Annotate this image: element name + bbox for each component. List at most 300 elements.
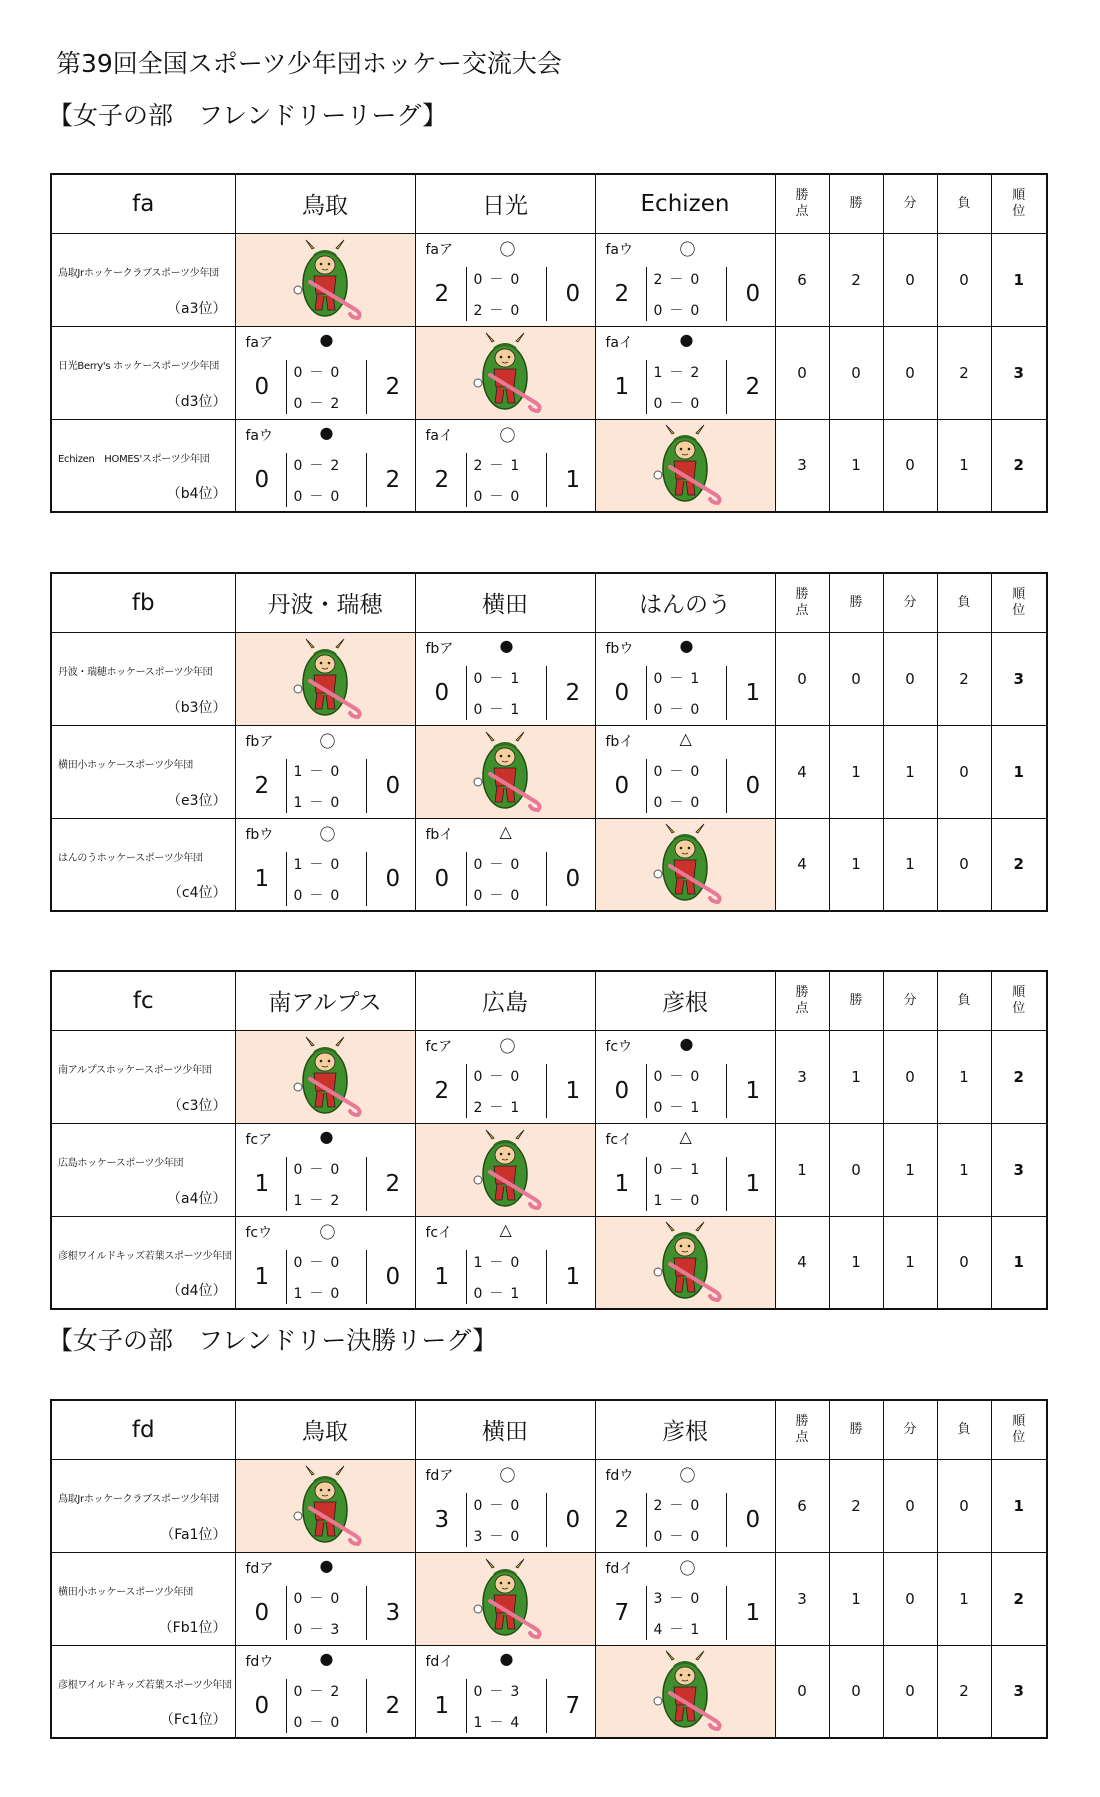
stat-wins: 0 [829, 326, 883, 419]
stat-losses: 1 [937, 419, 991, 512]
team-name: 南アルプスホッケースポーツ少年団 [58, 1064, 212, 1076]
team-row [51, 818, 1047, 911]
score-divider [546, 1250, 547, 1304]
stat-points: 1 [775, 1123, 829, 1216]
stat-draws: 0 [883, 419, 937, 512]
stat-header-label: 勝 [849, 1421, 863, 1437]
match-outcome-mark: ● [499, 1648, 514, 1668]
team-row [51, 1123, 1047, 1216]
stat-header-label: 順位 [1012, 1413, 1026, 1445]
stat-header-label: 分 [903, 992, 917, 1008]
self-match-cell [415, 326, 595, 419]
stat-points: 0 [775, 1645, 829, 1738]
score-opponent: 1 [565, 1263, 581, 1290]
match-id: fdイ [605, 1560, 634, 1577]
stat-header [829, 573, 883, 632]
stat-header-label: 負 [957, 594, 971, 610]
score-divider [546, 1493, 547, 1547]
match-outcome-mark: ● [679, 635, 694, 655]
match-result-cell [595, 632, 775, 725]
match-result-cell [415, 419, 595, 512]
match-outcome-mark: ● [319, 422, 334, 442]
second-half-score: 0－0 [653, 1528, 707, 1545]
second-half-score: 0－0 [653, 302, 707, 319]
stat-header [937, 1400, 991, 1459]
team-cell [51, 725, 235, 818]
match-outcome-mark: ● [499, 635, 514, 655]
match-result-cell [595, 1459, 775, 1552]
stat-header [775, 971, 829, 1030]
match-id: faイ [605, 334, 634, 351]
stat-header-label: 順位 [1012, 586, 1026, 618]
stat-header-label: 負 [957, 195, 971, 211]
score-own: 2 [434, 1077, 450, 1104]
stat-wins: 1 [829, 818, 883, 911]
team-name: 彦根ワイルドキッズ若葉スポーツ少年団 [58, 1679, 232, 1691]
match-id: fcウ [245, 1224, 273, 1241]
hockey-mascot-icon [640, 1649, 730, 1733]
self-match-cell [235, 1459, 415, 1552]
stat-draws: 1 [883, 1123, 937, 1216]
match-outcome-mark: 〇 [499, 239, 516, 259]
first-half-score: 0－0 [293, 364, 347, 381]
stat-draws: 1 [883, 725, 937, 818]
column-team-name: 彦根 [595, 971, 775, 1030]
stat-header-label: 負 [957, 992, 971, 1008]
team-name: 鳥取Jrホッケークラブスポーツ少年団 [58, 267, 219, 279]
score-opponent: 0 [385, 1263, 401, 1290]
score-divider [466, 666, 467, 720]
team-row [51, 1459, 1047, 1552]
match-result-cell [415, 1216, 595, 1309]
match-outcome-mark: 〇 [679, 239, 696, 259]
stat-losses: 0 [937, 725, 991, 818]
stat-header-label: 勝 [849, 195, 863, 211]
score-opponent: 1 [565, 1077, 581, 1104]
match-result-cell [235, 326, 415, 419]
stat-wins: 1 [829, 1030, 883, 1123]
match-result-cell [415, 1459, 595, 1552]
first-half-score: 0－0 [473, 856, 527, 873]
team-cell [51, 326, 235, 419]
match-id: fcア [245, 1131, 273, 1148]
self-match-cell [235, 1030, 415, 1123]
stat-points: 0 [775, 632, 829, 725]
stat-wins: 1 [829, 419, 883, 512]
match-outcome-mark: 〇 [319, 1222, 336, 1242]
first-half-score: 0－0 [293, 1590, 347, 1607]
score-divider [366, 1250, 367, 1304]
score-divider [726, 267, 727, 321]
match-id: fcウ [605, 1038, 633, 1055]
stat-points: 0 [775, 326, 829, 419]
self-match-cell [415, 1552, 595, 1645]
score-own: 7 [614, 1599, 630, 1626]
score-own: 1 [614, 373, 630, 400]
score-opponent: 2 [385, 1170, 401, 1197]
match-result-cell [415, 632, 595, 725]
score-own: 1 [254, 1170, 270, 1197]
stat-points: 3 [775, 1030, 829, 1123]
stat-points: 6 [775, 233, 829, 326]
league-table-fb [50, 572, 1048, 912]
stat-losses: 1 [937, 1030, 991, 1123]
score-own: 1 [434, 1263, 450, 1290]
stat-header [883, 573, 937, 632]
team-qualifying-rank: （a4位） [167, 1190, 227, 1207]
stat-losses: 0 [937, 1459, 991, 1552]
stat-wins: 1 [829, 1552, 883, 1645]
match-result-cell [415, 233, 595, 326]
hockey-mascot-icon [280, 1035, 370, 1119]
hockey-mascot-icon [640, 822, 730, 906]
match-id: fcア [425, 1038, 453, 1055]
score-opponent: 0 [565, 280, 581, 307]
stat-losses: 1 [937, 1552, 991, 1645]
match-result-cell [235, 1552, 415, 1645]
second-half-score: 1－0 [293, 794, 347, 811]
team-cell [51, 632, 235, 725]
score-divider [366, 1679, 367, 1733]
match-outcome-mark: △ [679, 1126, 692, 1146]
stat-final-rank: 2 [991, 1030, 1047, 1123]
stat-points: 3 [775, 1552, 829, 1645]
stat-header [937, 971, 991, 1030]
stat-final-rank: 2 [991, 1552, 1047, 1645]
match-outcome-mark: 〇 [679, 1558, 696, 1578]
score-divider [466, 1493, 467, 1547]
column-team-name: 鳥取 [235, 1400, 415, 1459]
score-divider [466, 1064, 467, 1118]
column-team-name: 南アルプス [235, 971, 415, 1030]
stat-final-rank: 1 [991, 233, 1047, 326]
match-outcome-mark: 〇 [499, 1465, 516, 1485]
score-opponent: 3 [385, 1599, 401, 1626]
match-id: faウ [605, 241, 634, 258]
score-opponent: 0 [385, 865, 401, 892]
team-cell [51, 419, 235, 512]
match-outcome-mark: 〇 [499, 425, 516, 445]
stat-draws: 0 [883, 326, 937, 419]
team-qualifying-rank: （c3位） [167, 1097, 227, 1114]
team-qualifying-rank: （a3位） [167, 300, 227, 317]
stat-header [829, 971, 883, 1030]
self-match-cell [595, 818, 775, 911]
stat-header [829, 174, 883, 233]
second-half-score: 0－0 [653, 395, 707, 412]
column-team-name: 丹波・瑞穂 [235, 573, 415, 632]
first-half-score: 2－0 [653, 1497, 707, 1514]
score-divider [286, 1250, 287, 1304]
team-qualifying-rank: （Fc1位） [159, 1712, 227, 1728]
first-half-score: 0－2 [293, 457, 347, 474]
first-half-score: 0－3 [473, 1683, 527, 1700]
score-own: 0 [434, 679, 450, 706]
match-result-cell [595, 233, 775, 326]
stat-header-label: 勝点 [795, 1413, 809, 1445]
match-result-cell [415, 818, 595, 911]
stat-points: 3 [775, 419, 829, 512]
team-cell [51, 1123, 235, 1216]
first-half-score: 0－1 [653, 670, 707, 687]
score-divider [286, 852, 287, 906]
second-half-score: 0－0 [293, 887, 347, 904]
second-half-score: 1－0 [653, 1192, 707, 1209]
match-result-cell [235, 725, 415, 818]
stat-header-label: 勝点 [795, 984, 809, 1016]
match-id: faウ [245, 427, 274, 444]
match-outcome-mark: △ [499, 1219, 512, 1239]
self-match-cell [595, 419, 775, 512]
score-opponent: 0 [565, 1506, 581, 1533]
stat-header [937, 573, 991, 632]
stat-header-label: 勝 [849, 594, 863, 610]
match-id: fdイ [425, 1653, 454, 1670]
team-row [51, 1216, 1047, 1309]
match-id: faア [245, 334, 274, 351]
score-own: 0 [614, 1077, 630, 1104]
stat-draws: 0 [883, 1552, 937, 1645]
first-half-score: 1－2 [653, 364, 707, 381]
self-match-cell [235, 632, 415, 725]
score-own: 0 [254, 1599, 270, 1626]
stat-header-label: 順位 [1012, 187, 1026, 219]
first-half-score: 1－0 [293, 856, 347, 873]
team-row [51, 326, 1047, 419]
match-outcome-mark: 〇 [319, 731, 336, 751]
score-divider [546, 267, 547, 321]
match-result-cell [415, 1030, 595, 1123]
score-divider [366, 360, 367, 414]
score-own: 3 [434, 1506, 450, 1533]
stat-header [883, 174, 937, 233]
score-opponent: 1 [745, 1077, 761, 1104]
header-row [51, 1400, 1047, 1459]
stat-losses: 0 [937, 818, 991, 911]
team-qualifying-rank: （e3位） [166, 792, 227, 809]
second-half-score: 0－3 [293, 1621, 347, 1638]
stat-points: 4 [775, 818, 829, 911]
first-half-score: 1－0 [473, 1254, 527, 1271]
stat-losses: 0 [937, 1216, 991, 1309]
match-id: fdア [425, 1467, 454, 1484]
match-id: fbウ [245, 826, 274, 843]
column-team-name: 広島 [415, 971, 595, 1030]
second-half-score: 0－0 [473, 887, 527, 904]
self-match-cell [235, 233, 415, 326]
stat-header [775, 1400, 829, 1459]
score-opponent: 0 [745, 280, 761, 307]
score-divider [726, 1157, 727, 1211]
second-half-score: 0－1 [473, 1285, 527, 1302]
score-opponent: 0 [565, 865, 581, 892]
stat-header-label: 分 [903, 195, 917, 211]
match-result-cell [595, 326, 775, 419]
team-name: はんのうホッケースポーツ少年団 [58, 852, 203, 864]
team-row [51, 419, 1047, 512]
header-row [51, 971, 1047, 1030]
column-team-name: はんのう [595, 573, 775, 632]
stat-draws: 0 [883, 632, 937, 725]
team-cell [51, 233, 235, 326]
score-opponent: 2 [385, 373, 401, 400]
stat-wins: 0 [829, 632, 883, 725]
stat-draws: 1 [883, 818, 937, 911]
first-half-score: 0－0 [293, 1161, 347, 1178]
score-own: 1 [254, 865, 270, 892]
stat-final-rank: 3 [991, 1123, 1047, 1216]
first-half-score: 0－0 [473, 1497, 527, 1514]
stat-final-rank: 3 [991, 1645, 1047, 1738]
score-opponent: 2 [745, 373, 761, 400]
score-opponent: 2 [385, 466, 401, 493]
hockey-mascot-icon [640, 423, 730, 507]
hockey-mascot-icon [640, 1220, 730, 1304]
stat-losses: 2 [937, 1645, 991, 1738]
team-qualifying-rank: （Fb1位） [158, 1619, 227, 1636]
team-cell [51, 818, 235, 911]
stat-draws: 0 [883, 233, 937, 326]
match-result-cell [235, 419, 415, 512]
stat-header [883, 971, 937, 1030]
hockey-mascot-icon [280, 637, 370, 721]
stat-header [937, 174, 991, 233]
team-name: Echizen HOMES'スポーツ少年団 [58, 453, 210, 465]
first-half-score: 2－0 [653, 271, 707, 288]
score-opponent: 0 [385, 772, 401, 799]
match-outcome-mark: 〇 [679, 1465, 696, 1485]
self-match-cell [595, 1645, 775, 1738]
score-opponent: 1 [745, 679, 761, 706]
team-qualifying-rank: （c4位） [167, 885, 227, 901]
score-divider [726, 1493, 727, 1547]
score-divider [646, 267, 647, 321]
match-result-cell [595, 1030, 775, 1123]
score-own: 1 [254, 1263, 270, 1290]
team-row [51, 1030, 1047, 1123]
score-divider [646, 1064, 647, 1118]
stat-header-label: 分 [903, 1421, 917, 1437]
team-qualifying-rank: （b3位） [166, 699, 227, 716]
score-opponent: 1 [745, 1170, 761, 1197]
stat-draws: 0 [883, 1030, 937, 1123]
match-result-cell [595, 1552, 775, 1645]
score-divider [726, 360, 727, 414]
stat-draws: 1 [883, 1216, 937, 1309]
stat-final-rank: 3 [991, 326, 1047, 419]
match-result-cell [235, 1216, 415, 1309]
second-half-score: 1－2 [293, 1192, 347, 1209]
column-team-name: 横田 [415, 1400, 595, 1459]
team-name: 横田小ホッケースポーツ少年団 [58, 1586, 193, 1598]
score-divider [286, 1679, 287, 1733]
score-divider [286, 759, 287, 813]
match-id: fdウ [245, 1653, 274, 1670]
stat-header [775, 174, 829, 233]
first-half-score: 0－1 [653, 1161, 707, 1178]
score-divider [646, 360, 647, 414]
score-divider [726, 759, 727, 813]
stat-wins: 1 [829, 725, 883, 818]
match-id: fbイ [425, 826, 454, 843]
match-result-cell [235, 818, 415, 911]
team-name: 横田小ホッケースポーツ少年団 [58, 759, 193, 771]
league-name: fa [51, 174, 235, 233]
stat-points: 6 [775, 1459, 829, 1552]
match-outcome-mark: ● [319, 329, 334, 349]
first-half-score: 0－0 [653, 1068, 707, 1085]
score-own: 1 [434, 1692, 450, 1719]
second-half-score: 1－0 [293, 1285, 347, 1302]
team-row [51, 725, 1047, 818]
team-cell [51, 1552, 235, 1645]
first-half-score: 0－0 [653, 763, 707, 780]
score-divider [466, 1679, 467, 1733]
team-cell [51, 1459, 235, 1552]
team-name: 彦根ワイルドキッズ若葉スポーツ少年団 [58, 1250, 232, 1262]
stat-wins: 0 [829, 1123, 883, 1216]
stat-wins: 1 [829, 1216, 883, 1309]
stat-header [775, 573, 829, 632]
stat-final-rank: 2 [991, 419, 1047, 512]
column-team-name: 鳥取 [235, 174, 415, 233]
match-result-cell [235, 1645, 415, 1738]
match-id: fbア [245, 733, 274, 750]
match-id: fcイ [605, 1131, 633, 1148]
score-divider [726, 1586, 727, 1640]
match-outcome-mark: △ [679, 728, 692, 748]
score-divider [366, 1586, 367, 1640]
stat-final-rank: 2 [991, 818, 1047, 911]
first-half-score: 0－2 [293, 1683, 347, 1700]
match-id: fbウ [605, 640, 634, 657]
score-divider [366, 453, 367, 507]
stat-header-label: 順位 [1012, 984, 1026, 1016]
stat-wins: 0 [829, 1645, 883, 1738]
score-opponent: 2 [565, 679, 581, 706]
second-half-score: 3－0 [473, 1528, 527, 1545]
team-cell [51, 1216, 235, 1309]
header-row [51, 573, 1047, 632]
score-divider [546, 1064, 547, 1118]
league-table-fa [50, 173, 1048, 513]
score-divider [546, 852, 547, 906]
match-id: fdア [245, 1560, 274, 1577]
stat-header-label: 勝点 [795, 586, 809, 618]
score-divider [546, 453, 547, 507]
second-half-score: 2－0 [473, 302, 527, 319]
hockey-mascot-icon [460, 1128, 550, 1212]
team-cell [51, 1645, 235, 1738]
section-heading-league: 【女子の部 フレンドリーリーグ】 [48, 101, 448, 130]
header-row [51, 174, 1047, 233]
stat-points: 4 [775, 1216, 829, 1309]
match-outcome-mark: 〇 [499, 1036, 516, 1056]
score-own: 2 [254, 772, 270, 799]
second-half-score: 1－4 [473, 1714, 527, 1731]
stat-points: 4 [775, 725, 829, 818]
score-divider [726, 666, 727, 720]
first-half-score: 2－1 [473, 457, 527, 474]
score-divider [466, 1250, 467, 1304]
score-divider [466, 852, 467, 906]
score-own: 2 [614, 280, 630, 307]
league-table-fd [50, 1399, 1048, 1739]
score-divider [646, 1157, 647, 1211]
stat-header [991, 1400, 1047, 1459]
match-result-cell [595, 1123, 775, 1216]
team-name: 広島ホッケースポーツ少年団 [58, 1157, 184, 1169]
